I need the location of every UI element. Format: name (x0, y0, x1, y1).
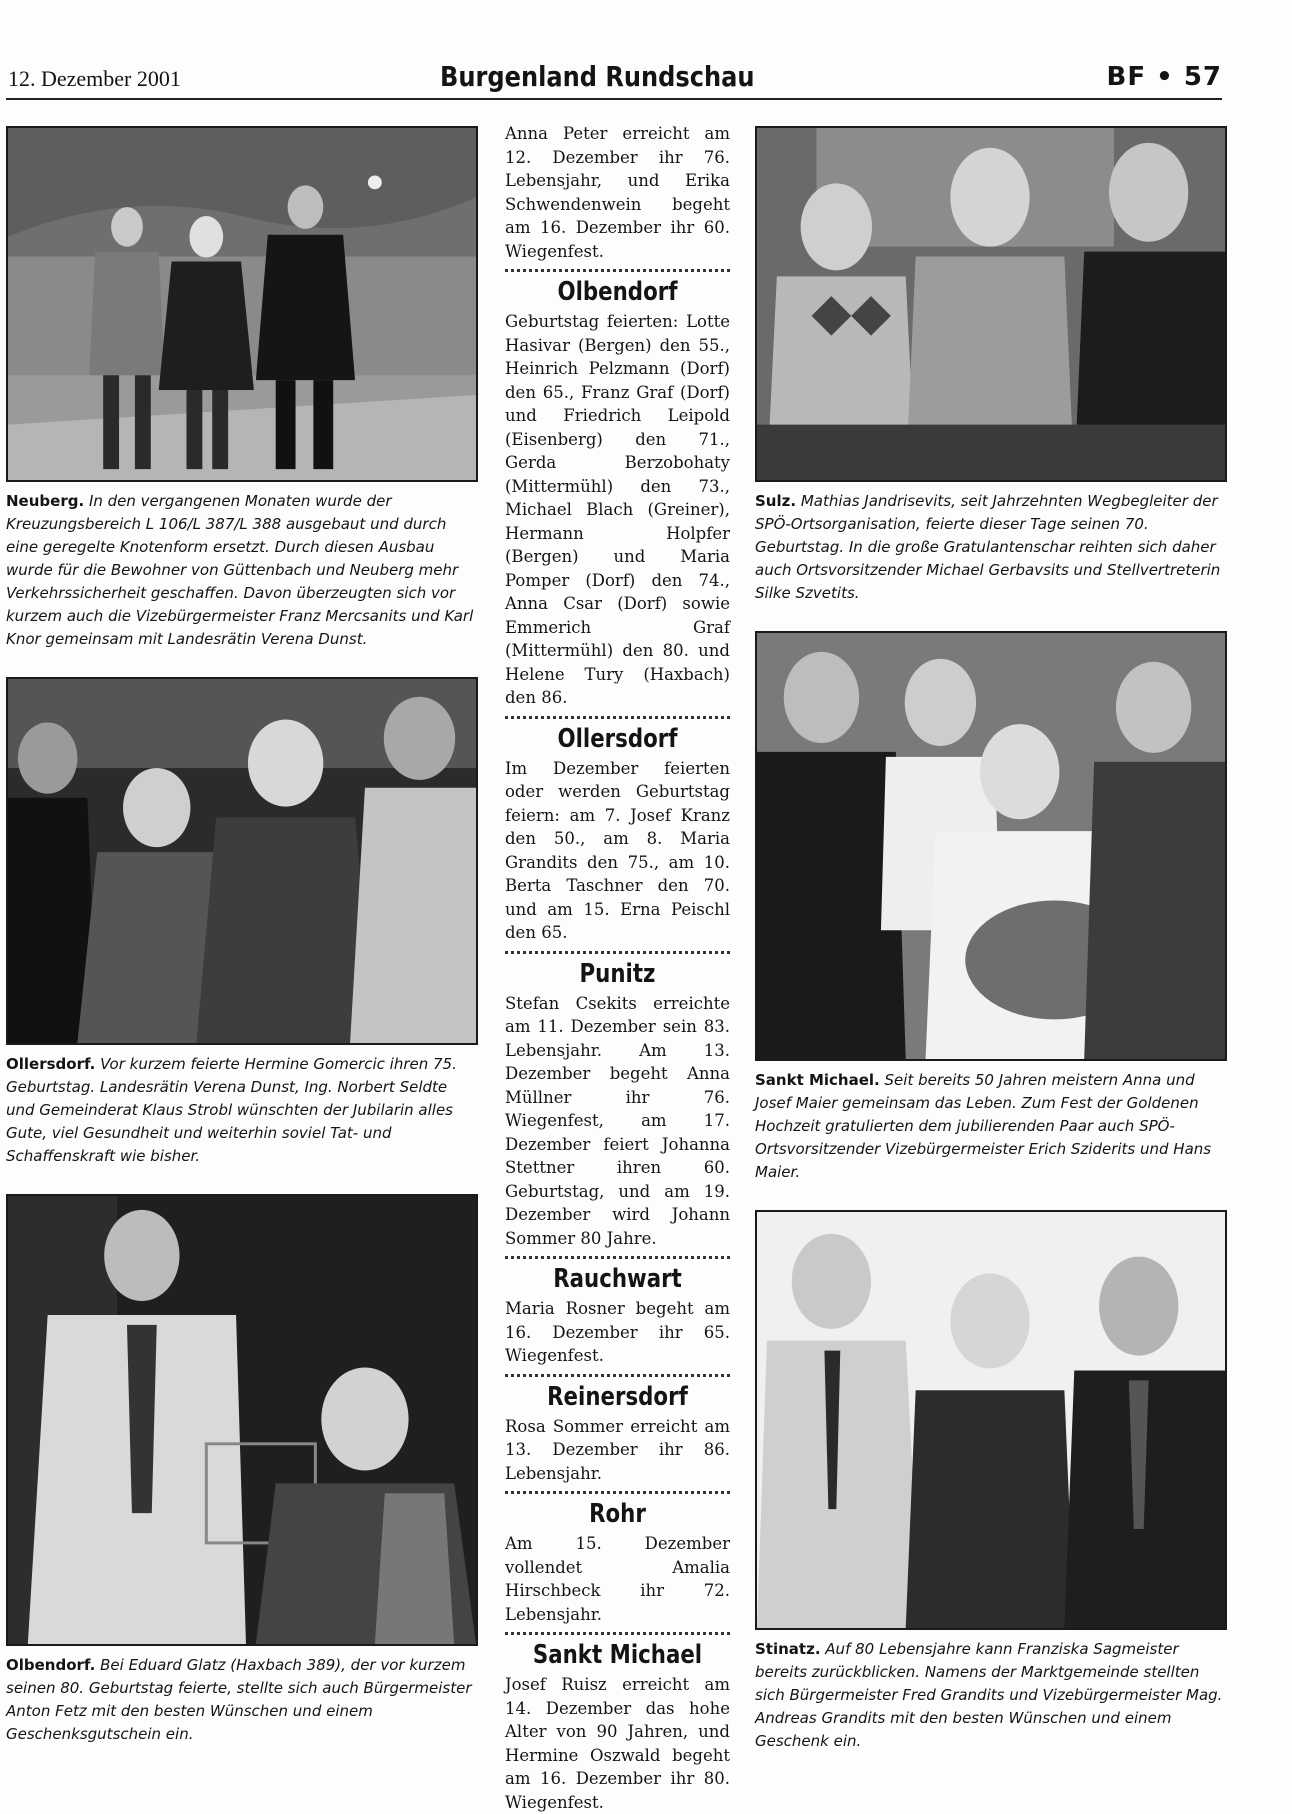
right-column (755, 126, 1227, 1753)
page-number: BF • 57 (1106, 62, 1222, 92)
header-rule (6, 98, 1222, 100)
section-divider (505, 1256, 730, 1259)
section-divider (505, 1374, 730, 1377)
photo-neuberg (6, 126, 478, 482)
middle-column (505, 122, 730, 1814)
left-column (6, 126, 478, 1746)
section-title-rauchwart: Rauchwart (553, 1264, 682, 1294)
section-divider (505, 951, 730, 954)
section-title-reinersdorf: Reinersdorf (547, 1381, 688, 1412)
section-body-rohr: Am 15. Dezember vollendet Amalia Hirschbeck ihr 72. Lebensjahr. (505, 1534, 730, 1624)
newspaper-title: Burgenland Rundschau (440, 60, 755, 93)
caption-neuberg: Neuberg. In den vergangenen Monaten wurde der Kreuzungsbereich L 106/L 387/L 388 ausgebaut und durch eine geregelte Knotenform ersetzt. Durch diesen Ausbau wurde für die Bewohner von Güttenbach und Neuberg mehr Verkehrssicherheit geschaffen. Davon überzeugten sich vor kurzem auch die Vizebürgermeister Franz Mercsanits und Karl Knor gemeinsam mit Landesrätin Verena Dunst. (6, 492, 474, 648)
section-title-olbendorf: Olbendorf (557, 277, 678, 307)
caption-ollersdorf: Ollersdorf. Vor kurzem feierte Hermine Gomercic ihren 75. Geburtstag. Landesrätin Verena Dunst, Ing. Norbert Seldte und Gemeinderat Klaus Strobl wünschten der Jubilarin alles Gute, viel Gesundheit und weiterhin soviel Tat- und Schaffenskraft wie bisher. (6, 1055, 457, 1165)
caption-olbendorf: Olbendorf. Bei Eduard Glatz (Haxbach 389), der vor kurzem seinen 80. Geburtstag feierte, stellte sich auch Bürgermeister Anton Fetz mit den besten Wünschen und einem Geschenksgutschein ein. (6, 1656, 472, 1743)
page-header (0, 0, 1292, 100)
caption-sankt-michael: Sankt Michael. Seit bereits 50 Jahren meistern Anna und Josef Maier gemeinsam das Leben. Zum Fest der Goldenen Hochzeit gratulierten dem jubilierenden Paar auch SPÖ-Ortsvorsitzender Vizebürgermeister Erich Sziderits und Hans Maier. (755, 1071, 1212, 1181)
section-body-ollersdorf: Im Dezember feierten oder werden Geburtstag feiern: am 7. Josef Kranz den 50., am 8. Maria Grandits den 75., am 10. Berta Taschner den 70. und am 15. Erna Peischl den 65. (505, 758, 730, 942)
section-body-reinersdorf: Rosa Sommer erreicht am 13. Dezember ihr 86. Lebensjahr. (505, 1416, 730, 1483)
section-divider (505, 269, 730, 272)
section-body-rauchwart: Maria Rosner begeht am 16. Dezember ihr 65. Wiegenfest. (505, 1299, 730, 1365)
photo-olbendorf (6, 1194, 478, 1646)
section-title-ollersdorf: Ollersdorf (557, 723, 678, 754)
photo-ollersdorf (6, 677, 478, 1045)
section-title-rohr: Rohr (589, 1499, 646, 1529)
section-divider (505, 1491, 730, 1494)
section-body-punitz: Stefan Csekits erreichte am 11. Dezember sein 83. Lebensjahr. Am 13. Dezember begeht Anna Müllner ihr 76. Wiegenfest, am 17. Dezember feiert Johanna Stettner ihren 60. Geburtstag, und am 19. Dezember wird Johann Sommer 80 Jahre. (505, 993, 730, 1248)
issue-date: 12. Dezember 2001 (8, 66, 181, 91)
caption-stinatz: Stinatz. Auf 80 Lebensjahre kann Franziska Sagmeister bereits zurückblicken. Namens der Marktgemeinde stellten sich Bürgermeister Fred Grandits und Vizebürgermeister Mag. Andreas Grandits mit den besten Wünschen und einem Geschenk ein. (755, 1640, 1223, 1750)
section-divider (505, 716, 730, 719)
section-title-sankt-michael: Sankt Michael (532, 1640, 703, 1670)
photo-stinatz (755, 1210, 1227, 1630)
caption-sulz: Sulz. Mathias Jandrisevits, seit Jahrzehnten Wegbegleiter der SPÖ-Ortsorganisation, feierte dieser Tage seinen 70. Geburtstag. In die große Gratulantenschar reihten sich daher auch Ortsvorsitzender Michael Gerbavsits und Stellvertreterin Silke Szvetits. (755, 492, 1221, 602)
section-body-olbendorf: Geburtstag feierten: Lotte Hasivar (Bergen) den 55., Heinrich Pelzmann (Dorf) den 65., Franz Graf (Dorf) und Friedrich Leipold (Eisenberg) den 71., Gerda Berzobohaty (Mittermühl) den 73., Michael Blach (Greiner), Hermann Holpfer (Bergen) und Maria Pomper (Dorf) den 74., Anna Csar (Dorf) sowie Emmerich Graf (Mittermühl) den 80. und Helene Tury (Haxbach) den 86. (505, 312, 730, 707)
section-divider (505, 1632, 730, 1635)
photo-sulz (755, 126, 1227, 482)
photo-sankt-michael (755, 631, 1227, 1061)
intro-text: Anna Peter erreicht am 12. Dezember ihr 76. Lebensjahr, und Erika Schwendenwein begeht am 16. Dezember ihr 60. Wiegenfest. (505, 124, 730, 261)
section-body-sankt-michael: Josef Ruisz erreicht am 14. Dezember das hohe Alter von 90 Jahren, und Hermine Oszwald begeht am 16. Dezember ihr 80. Wiegenfest. (505, 1675, 730, 1812)
section-title-punitz: Punitz (579, 958, 656, 989)
